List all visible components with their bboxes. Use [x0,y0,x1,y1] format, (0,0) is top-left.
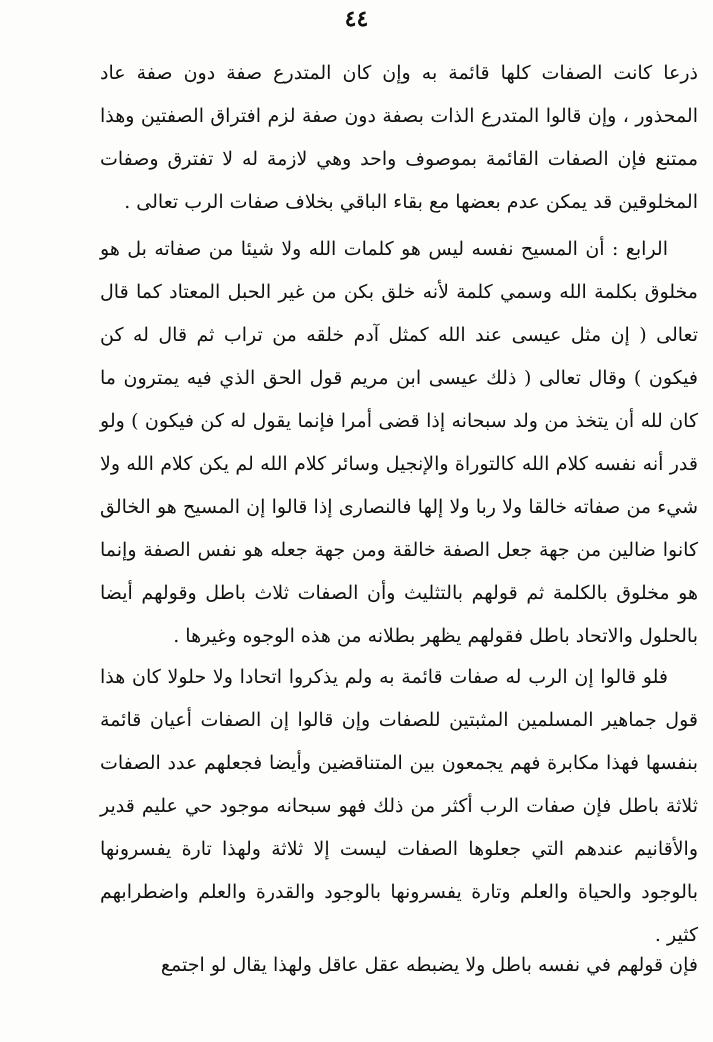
page-number: ٤٤ [344,6,369,32]
paragraph-text: فلو قالوا إن الرب له صفات قائمة به ولم يذكروا اتحادا ولا حلولا كان هذا قول جماهير المسلمين المثبتين للصفات وإن قالوا إن الصفات أعيان قائمة بنفسها فهذا مكابرة فهم يجمعون بين المتناقضين وأيضا فجعلهم عدد الصفات ثلاثة باطل فإن صفات الرب أكثر من ذلك فهو سبحانه موجود حي عليم قدير والأقانيم عندهم التي جعلوها الصفات ليست إلا ثلاثة ولهذا تارة يفسرونها بالوجود والحياة والعلم وتارة يفسرونها بالوجود والقدرة والعلم واضطرابهم كثير . [100,666,699,946]
paragraph-fourth-point [100,228,698,658]
paragraph-text: ذرعا كانت الصفات كلها قائمة به وإن كان المتدرع صفة دون صفة عاد المحذور ، وإن قالوا المتدرع الذات بصفة دون صفة لزم افتراق الصفتين وهذا ممتنع فإن الصفات القائمة بموصوف واحد وهي لازمة له لا تفترق وصفات المخلوقين قد يمكن عدم بعضها مع بقاء الباقي بخلاف صفات الرب تعالى . [100,62,698,213]
paragraph-attributes [100,656,698,957]
paragraph-text: فإن قولهم في نفسه باطل ولا يضبطه عقل عاقل ولهذا يقال لو اجتمع [160,954,698,976]
paragraph-continuation [100,52,698,224]
paragraph-text: الرابع : أن المسيح نفسه ليس هو كلمات الله ولا شيئا من صفاته بل هو مخلوق بكلمة الله وسمي كلمة لأنه خلق بكن من غير الحبل المعتاد كما قال تعالى ( إن مثل عيسى عند الله كمثل آدم خلقه من تراب ثم قال له كن فيكون ) وقال تعالى ( ذلك عيسى ابن مريم قول الحق الذي فيه يمترون ما كان لله أن يتخذ من ولد سبحانه إذا قضى أمرا فإنما يقول له كن فيكون ) ولو قدر أنه نفسه كلام الله كالتوراة والإنجيل وسائر كلام الله لم يكن كلام الله ولا شيء من صفاته خالقا ولا ربا ولا إلها فالنصارى إذا قالوا إن المسيح هو الخالق كانوا ضالين من جهة جعل الصفة خالقة ومن جهة جعله هو نفس الصفة وإنما هو مخلوق بالكلمة ثم قولهم بالتثليث وأن الصفات ثلاث باطل وقولهم أيضا بالحلول والاتحاد باطل فقولهم يظهر بطلانه من هذه الوجوه وغيرها . [100,238,698,647]
paragraph-final [100,944,698,987]
